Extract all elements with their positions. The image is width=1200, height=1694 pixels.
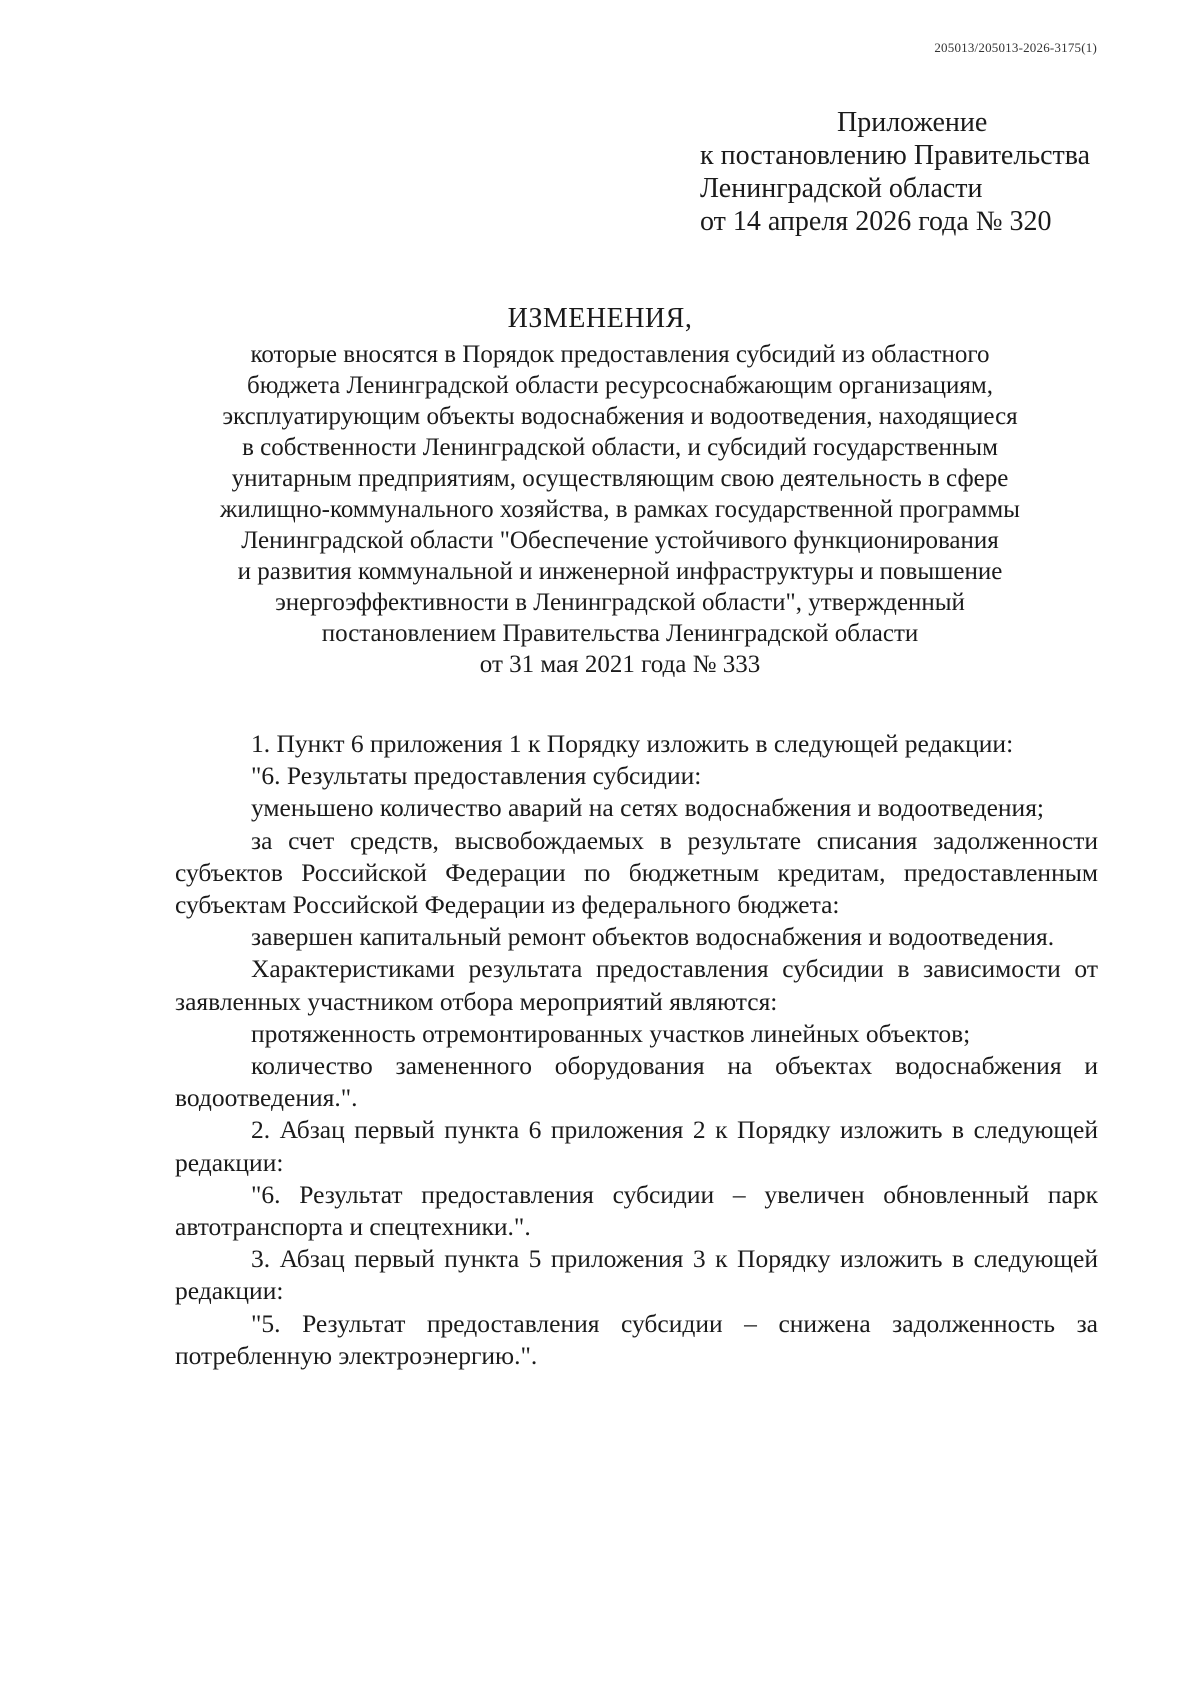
subtitle-line: эксплуатирующим объекты водоснабжения и водоотведения, находящиеся xyxy=(222,403,1018,430)
paragraph: 1. Пункт 6 приложения 1 к Порядку изложить в следующей редакции: xyxy=(251,729,1014,758)
document-subtitle xyxy=(150,339,1090,680)
paragraph: 3. Абзац первый пункта 5 приложения 3 к Порядку изложить в следующей редакции: xyxy=(175,1244,1098,1306)
document-title: ИЗМЕНЕНИЯ, xyxy=(507,303,693,334)
appendix-region-line: Ленинградской области xyxy=(700,173,983,204)
appendix-block xyxy=(700,106,1160,238)
subtitle-line: Ленинградской области "Обеспечение устойчивого функционирования xyxy=(241,527,999,554)
paragraph: за счет средств, высвобождаемых в результате списания задолженности субъектов Российской Федерации по бюджетным кредитам, предоставленным субъектам Российской Федерации из федерального бюджета: xyxy=(175,825,1098,920)
subtitle-line: бюджета Ленинградской области ресурсоснабжающим организациям, xyxy=(247,372,993,399)
paragraph: "6. Результаты предоставления субсидии: xyxy=(251,761,702,791)
appendix-ref-line: к постановлению Правительства xyxy=(700,140,1091,171)
subtitle-line: постановлением Правительства Ленинградской области xyxy=(321,620,919,647)
subtitle-line: унитарным предприятиям, осуществляющим свою деятельность в сфере xyxy=(231,465,1009,492)
paragraph: количество замененного оборудования на объектах водоснабжения и водоотведения.". xyxy=(175,1051,1098,1113)
subtitle-line: от 31 мая 2021 года № 333 xyxy=(479,651,761,678)
subtitle-line: и развития коммунальной и инженерной инфраструктуры и повышение xyxy=(237,558,1003,585)
appendix-label: Приложение xyxy=(837,107,988,138)
paragraph: уменьшено количество аварий на сетях водоснабжения и водоотведения; xyxy=(251,793,1045,823)
subtitle-line: в собственности Ленинградской области, и субсидий государственным xyxy=(242,434,998,461)
paragraph: протяженность отремонтированных участков линейных объектов; xyxy=(251,1018,971,1048)
paragraph: завершен капитальный ремонт объектов водоснабжения и водоотведения. xyxy=(251,922,1055,952)
document-id: 205013/205013-2026-3175(1) xyxy=(934,40,1097,55)
paragraph: "5. Результат предоставления субсидии – снижена задолженность за потребленную электроэнергию.". xyxy=(175,1308,1098,1370)
paragraph: 2. Абзац первый пункта 6 приложения 2 к Порядку изложить в следующей редакции: xyxy=(175,1115,1098,1177)
subtitle-line: жилищно-коммунального хозяйства, в рамках государственной программы xyxy=(220,496,1020,523)
appendix-date-line: от 14 апреля 2026 года № 320 xyxy=(700,206,1052,237)
document-body xyxy=(175,728,1098,1372)
subtitle-line: энергоэффективности в Ленинградской области", утвержденный xyxy=(275,589,965,616)
subtitle-line: которые вносятся в Порядок предоставления субсидий из областного xyxy=(250,341,990,368)
paragraph: Характеристиками результата предоставления субсидии в зависимости от заявленных участником отбора мероприятий являются: xyxy=(175,954,1098,1016)
paragraph: "6. Результат предоставления субсидии – увеличен обновленный парк автотранспорта и спецтехники.". xyxy=(175,1179,1098,1242)
